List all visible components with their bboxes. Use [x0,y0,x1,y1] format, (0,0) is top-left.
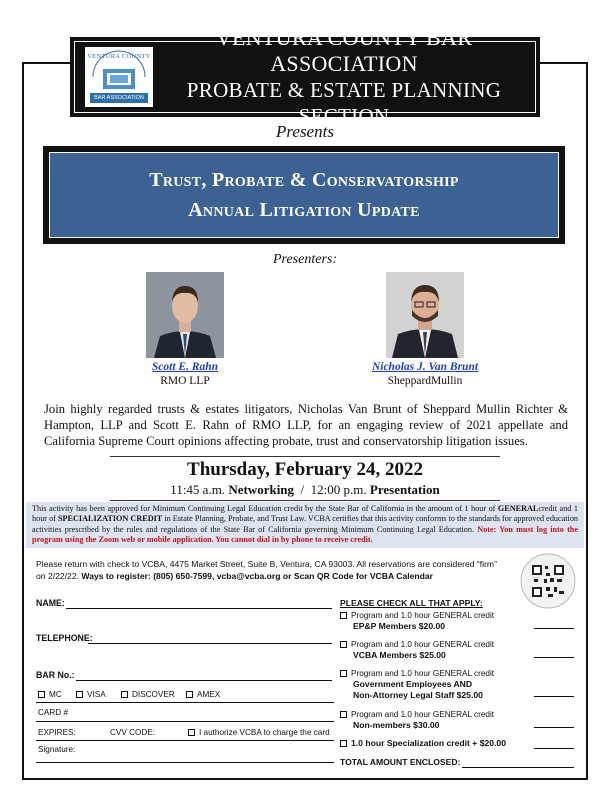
section-name: PROBATE & ESTATE PLANNING SECTION [186,78,502,128]
authorize-checkbox[interactable]: I authorize VCBA to charge the card [188,728,330,737]
event-times: 11:45 a.m. Networking / 12:00 p.m. Presentation [170,482,440,497]
presenter-name-rahn[interactable]: Scott E. Rahn [151,361,219,373]
card-type-discover[interactable]: DISCOVER [121,690,175,699]
options-heading: PLEASE CHECK ALL THAT APPLY: [340,598,483,608]
checkbox-icon[interactable] [340,612,347,619]
presenter-firm-rahn: RMO LLP [160,375,210,387]
option-government-employees[interactable]: Program and 1.0 hour GENERAL credit Government Employees AND Non-Attorney Legal Staff $25.00 [340,668,540,701]
checkbox-icon[interactable] [188,729,195,736]
name-field[interactable] [66,608,332,609]
header-banner [70,25,540,128]
amount-field[interactable] [534,657,574,658]
telephone-label: TELEPHONE: [36,633,93,643]
card-type-mc[interactable]: MC [38,690,62,699]
checkbox-icon[interactable] [340,740,347,747]
checkbox-icon[interactable] [340,711,347,718]
presenter-firm-van-brunt: SheppardMullin [387,375,463,387]
card-number-label: CARD # [38,708,69,717]
telephone-field[interactable] [88,643,332,644]
zoom-note: Note: You must log into the program using the Zoom web or mobile application. You cannot dial in by phone to receive credit. [32,524,578,545]
card-number-field[interactable] [36,721,334,722]
divider [110,456,500,457]
vcba-seal-logo-icon: VENTURA COUNTY BAR ASSOCIATION [85,47,153,107]
event-description: Join highly regarded trusts & estates litigators, Nicholas Van Brunt of Sheppard Mullin Richter & Hampton, LLP and Scott E. Rahn of RMO LLP, for an engaging review of 2021 appellate and California Supreme Court opinions affecting probate, trust and conservatorship litigation issues. [44,402,568,448]
amount-field[interactable] [534,628,574,629]
option-vcba-members[interactable]: Program and 1.0 hour GENERAL credit VCBA Members $25.00 [340,639,540,661]
checkbox-icon[interactable] [121,691,128,698]
amount-field[interactable] [534,727,574,728]
checkbox-icon[interactable] [186,691,193,698]
amount-field[interactable] [534,696,574,697]
checkbox-icon[interactable] [340,641,347,648]
checkbox-icon[interactable] [38,691,45,698]
org-name: VENTURA COUNTY BAR ASSOCIATION [215,25,473,76]
option-specialization[interactable]: 1.0 hour Specialization credit + $20.00 [340,738,540,749]
presents-label: Presents [276,122,334,141]
card-type-amex[interactable]: AMEX [186,690,220,699]
title-box [43,146,565,244]
expires-label: EXPIRES: [38,728,76,737]
signature-field[interactable] [36,762,334,763]
checkbox-icon[interactable] [76,691,83,698]
event-date: Thursday, February 24, 2022 [187,459,423,480]
bar-no-field[interactable] [76,680,332,681]
presenter-photo-rahn [146,272,224,358]
event-title-line2: Annual Litigation Update [188,199,420,221]
bar-no-label: BAR No.: [36,670,75,680]
amount-field[interactable] [534,748,574,749]
divider [36,702,334,703]
registration-instructions: Please return with check to VCBA, 4475 Market Street, Suite B, Ventura, CA 93003. All reservations are considered “firm” on 2/22/22. Ways to register: (805) 650-7599, vcba@vcba.org or Scan QR Code for VCBA Calendar [36,559,497,581]
signature-label: Signature: [38,745,76,754]
option-non-members[interactable]: Program and 1.0 hour GENERAL credit Non-members $30.00 [340,709,540,731]
divider [110,500,500,501]
presenter-photo-van-brunt [386,272,464,358]
divider [36,740,334,741]
total-amount-label: TOTAL AMOUNT ENCLOSED: [340,757,461,767]
cvv-label: CVV CODE: [110,728,156,737]
presenters-label: Presenters: [272,252,338,267]
option-epp-members[interactable]: Program and 1.0 hour GENERAL credit EP&P Members $20.00 [340,610,540,632]
total-amount-field[interactable] [462,767,574,768]
card-type-visa[interactable]: VISA [76,690,106,699]
presenter-name-van-brunt[interactable]: Nicholas J. Van Brunt [371,361,479,373]
mcle-notice: This activity has been approved for Minimum Continuing Legal Education credit by the State Bar of California in the amount of 1 hour of GENERALcredit and 1 hour of SPECIALIZATION CREDIT in Estate Planning, Probate, and Trust Law. VCBA certifies that this activity conforms to the standards for approved education activities prescribed by the rules and regulations of the State Bar of California governing Minimum Continuing Legal Education. Note: You must log into the program using the Zoom web or mobile application. You cannot dial in by phone to receive credit. [26,502,584,548]
event-title-line1: Trust, Probate & Conservatorship [149,169,459,191]
qr-code-icon[interactable] [520,553,576,609]
checkbox-icon[interactable] [340,670,347,677]
name-label: NAME: [36,598,65,608]
